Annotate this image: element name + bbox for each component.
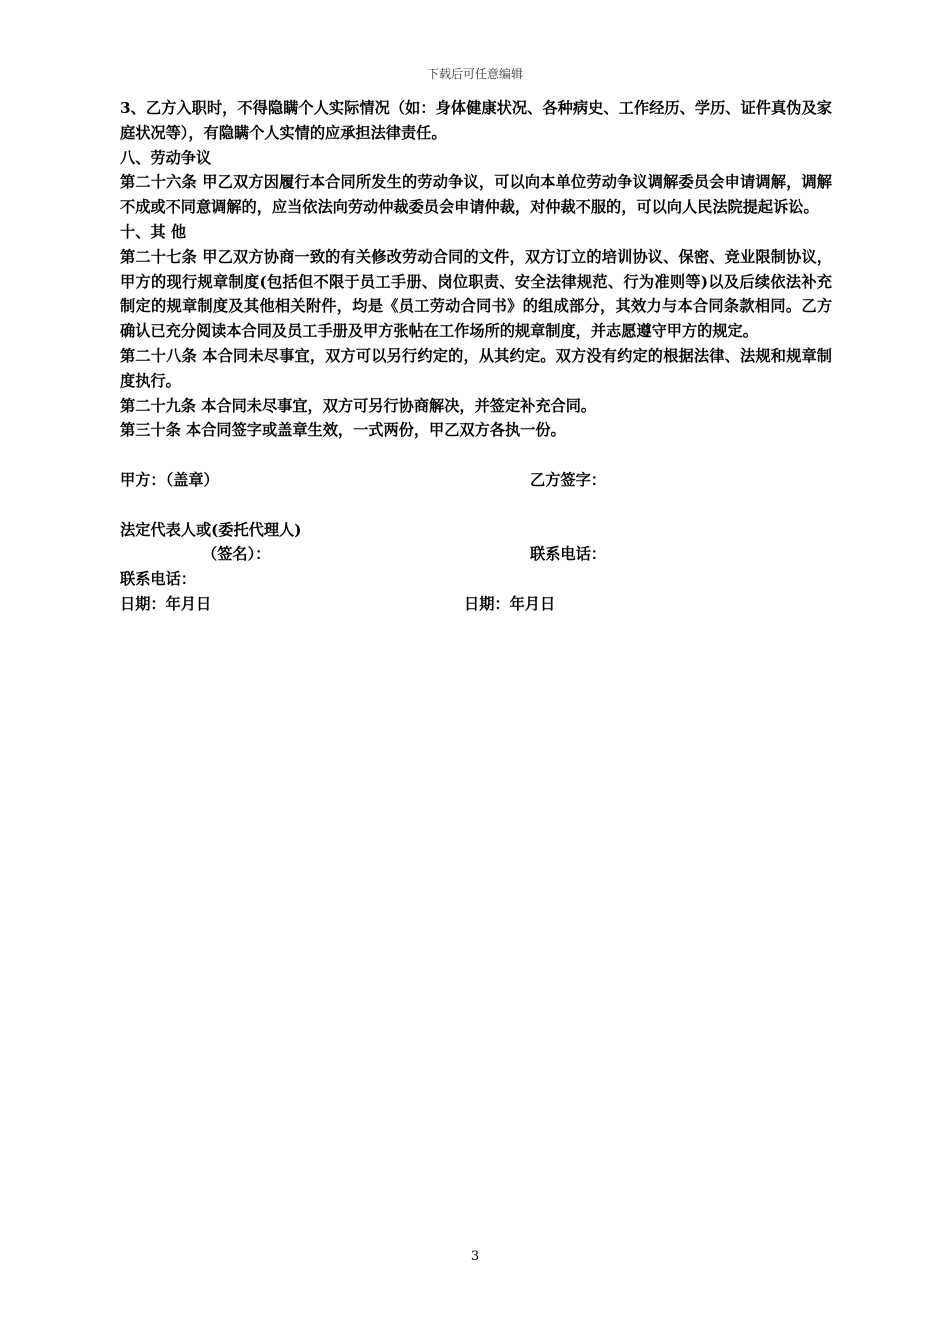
date-a-month: 月 — [180, 594, 196, 613]
section-heading: 八、劳动争议 — [120, 148, 212, 167]
date-a-year: 年 — [165, 594, 181, 613]
date-a — [120, 592, 211, 617]
legal-rep-label: 法定代表人或(委托代理人) — [120, 520, 302, 539]
party-a-label: 甲方：（盖章） — [120, 470, 219, 489]
date-b-year: 年 — [509, 594, 525, 613]
clause-paragraph: 3、乙方入职时，不得隐瞒个人实际情况（如：身体健康状况、各种病史、工作经历、学历、证件真伪及家庭状况等），有隐瞒个人实情的应承担法律责任。 — [120, 99, 832, 142]
page-number: 3 — [470, 1249, 480, 1264]
document-body — [120, 96, 832, 617]
signature-row-parties — [120, 468, 832, 493]
signature-row-sign — [120, 542, 832, 567]
clause-paragraph: 第三十条 本合同签字或盖章生效，一式两份，甲乙双方各执一份。 — [120, 421, 566, 440]
date-b — [464, 592, 555, 617]
clause-paragraph: 第二十七条 甲乙双方协商一致的有关修改劳动合同的文件，双方订立的培训协议、保密、竞业限制协议，甲方的现行规章制度(包括但不限于员工手册、岗位职责、安全法律规范、行为准则等)以及后续依法补充制定的规章制度及其他相关附件，均是《员工劳动合同书》的组成部分，其效力与本合同条款相同。乙方确认已充分阅读本合同及员工手册及甲方张帖在工作场所的规章制度，并志愿遵守甲方的规定。 — [120, 247, 832, 341]
date-a-label: 日期： — [120, 594, 166, 613]
signature-row-dates — [120, 592, 832, 617]
party-b-phone-label: 联系电话： — [530, 545, 606, 564]
date-a-day: 日 — [195, 594, 212, 613]
party-b-label: 乙方签字： — [530, 470, 606, 489]
date-b-month: 月 — [524, 594, 540, 613]
date-b-label: 日期： — [464, 594, 510, 613]
signature-row-phone — [120, 567, 832, 592]
date-b-day: 日 — [539, 594, 556, 613]
party-a-phone-label: 联系电话： — [120, 570, 196, 589]
clause-paragraph: 第二十六条 甲乙双方因履行本合同所发生的劳动争议，可以向本单位劳动争议调解委员会申请调解，调解不成或不同意调解的，应当依法向劳动仲裁委员会申请仲裁，对仲裁不服的，可以向人民法院提起诉讼。 — [120, 173, 832, 217]
section-heading: 十、其 他 — [120, 222, 187, 241]
signature-row-legal-rep — [120, 518, 832, 543]
page-header-note: 下载后可任意编辑 — [426, 67, 523, 81]
clause-paragraph: 第二十九条 本合同未尽事宜，双方可另行协商解决，并签定补充合同。 — [120, 396, 597, 415]
sign-label: （签名）： — [202, 545, 271, 564]
clause-paragraph: 第二十八条 本合同未尽事宜，双方可以另行约定的，从其约定。双方没有约定的根据法律、法规和规章制度执行。 — [120, 346, 832, 390]
